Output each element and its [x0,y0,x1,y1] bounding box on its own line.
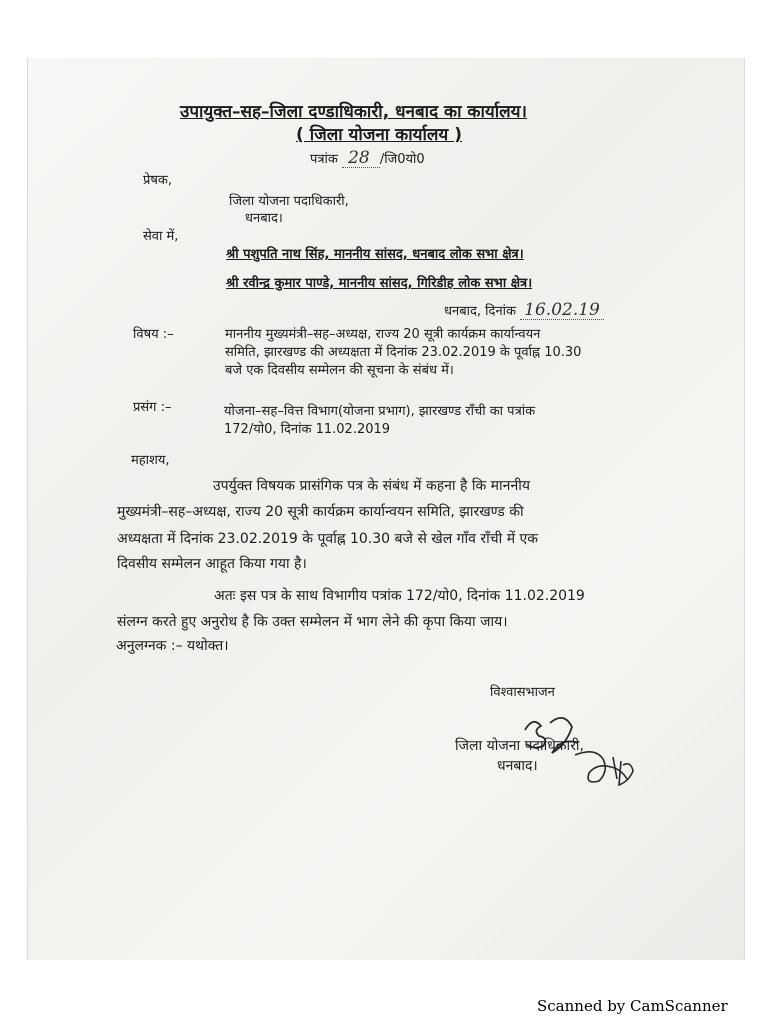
reference-line: 172/यो0, दिनांक 11.02.2019 [224,422,391,437]
letter-number [310,150,425,168]
subject-line: समिति, झारखण्ड की अध्यक्षता में दिनांक 23.02.2019 के पूर्वाह्न 10.30 [225,345,582,360]
signatory-place: धनबाद। [497,758,538,774]
date-line [444,302,604,320]
body-line: अतः इस पत्र के साथ विभागीय पत्रांक 172/यो0, दिनांक 11.02.2019 [214,588,585,604]
recipient-label: सेवा में, [143,229,179,244]
body-line: अध्यक्षता में दिनांक 23.02.2019 के पूर्वाह्न 10.30 बजे से खेल गाँव राँची में एक [117,531,539,547]
salutation: महाशय, [131,453,170,468]
subject-line: बजे एक दिवसीय सम्मेलन की सूचना के संबंध में। [225,363,454,378]
date-label: धनबाद, दिनांक [444,304,517,319]
letter-number-value [342,148,380,168]
signatory-designation: जिला योजना पदाधिकारी, [455,738,584,754]
scanner-watermark: Scanned by CamScanner [537,997,728,1015]
enclosure-line: अनुलग्नक :– यथोक्त। [116,638,229,654]
body-line: दिवसीय सम्मेलन आहूत किया गया है। [117,556,307,572]
subject-text [225,326,655,380]
office-subtitle: ( जिला योजना कार्यालय ) [296,125,462,145]
letter-number-handwritten: 28 [348,148,370,168]
body-line: उपर्युक्त विषयक प्रासंगिक पत्र के संबंध में कहना है कि माननीय [213,478,530,494]
recipient-line1: श्री पशुपति नाथ सिंह, माननीय सांसद, धनबाद लोक सभा क्षेत्र। [226,247,524,262]
date-value-wrap [520,300,604,320]
reference-line: योजना–सह–वित्त विभाग(योजना प्रभाग), झारखण्ड राँची का पत्रांक [224,404,536,419]
reference-text [224,403,656,439]
subject-label: विषय :– [133,327,174,342]
closing-text: विश्वासभाजन [490,685,555,700]
sender-line2: धनबाद। [245,211,283,226]
letter-number-suffix: /जि0यो0 [379,152,425,167]
reference-label: प्रसंग :– [133,400,172,415]
sender-label: प्रेषक, [143,173,173,188]
subject-line: माननीय मुख्यमंत्री–सह–अध्यक्ष, राज्य 20 सूत्री कार्यक्रम कार्यान्वयन [225,327,541,342]
date-handwritten: 16.02.19 [524,300,600,320]
body-line: संलग्न करते हुए अनुरोध है कि उक्त सम्मेलन में भाग लेने की कृपा किया जाय। [117,614,508,630]
office-title: उपायुक्त–सह–जिला दण्डाधिकारी, धनबाद का कार्यालय। [180,102,527,122]
body-line: मुख्यमंत्री–सह–अध्यक्ष, राज्य 20 सूत्री कार्यक्रम कार्यान्वयन समिति, झारखण्ड की [117,504,524,520]
letter-number-label: पत्रांक [310,152,338,167]
recipient-line2: श्री रवीन्द्र कुमार पाण्डे, माननीय सांसद, गिरिडीह लोक सभा क्षेत्र। [226,276,533,291]
sender-line1: जिला योजना पदाधिकारी, [229,194,349,209]
